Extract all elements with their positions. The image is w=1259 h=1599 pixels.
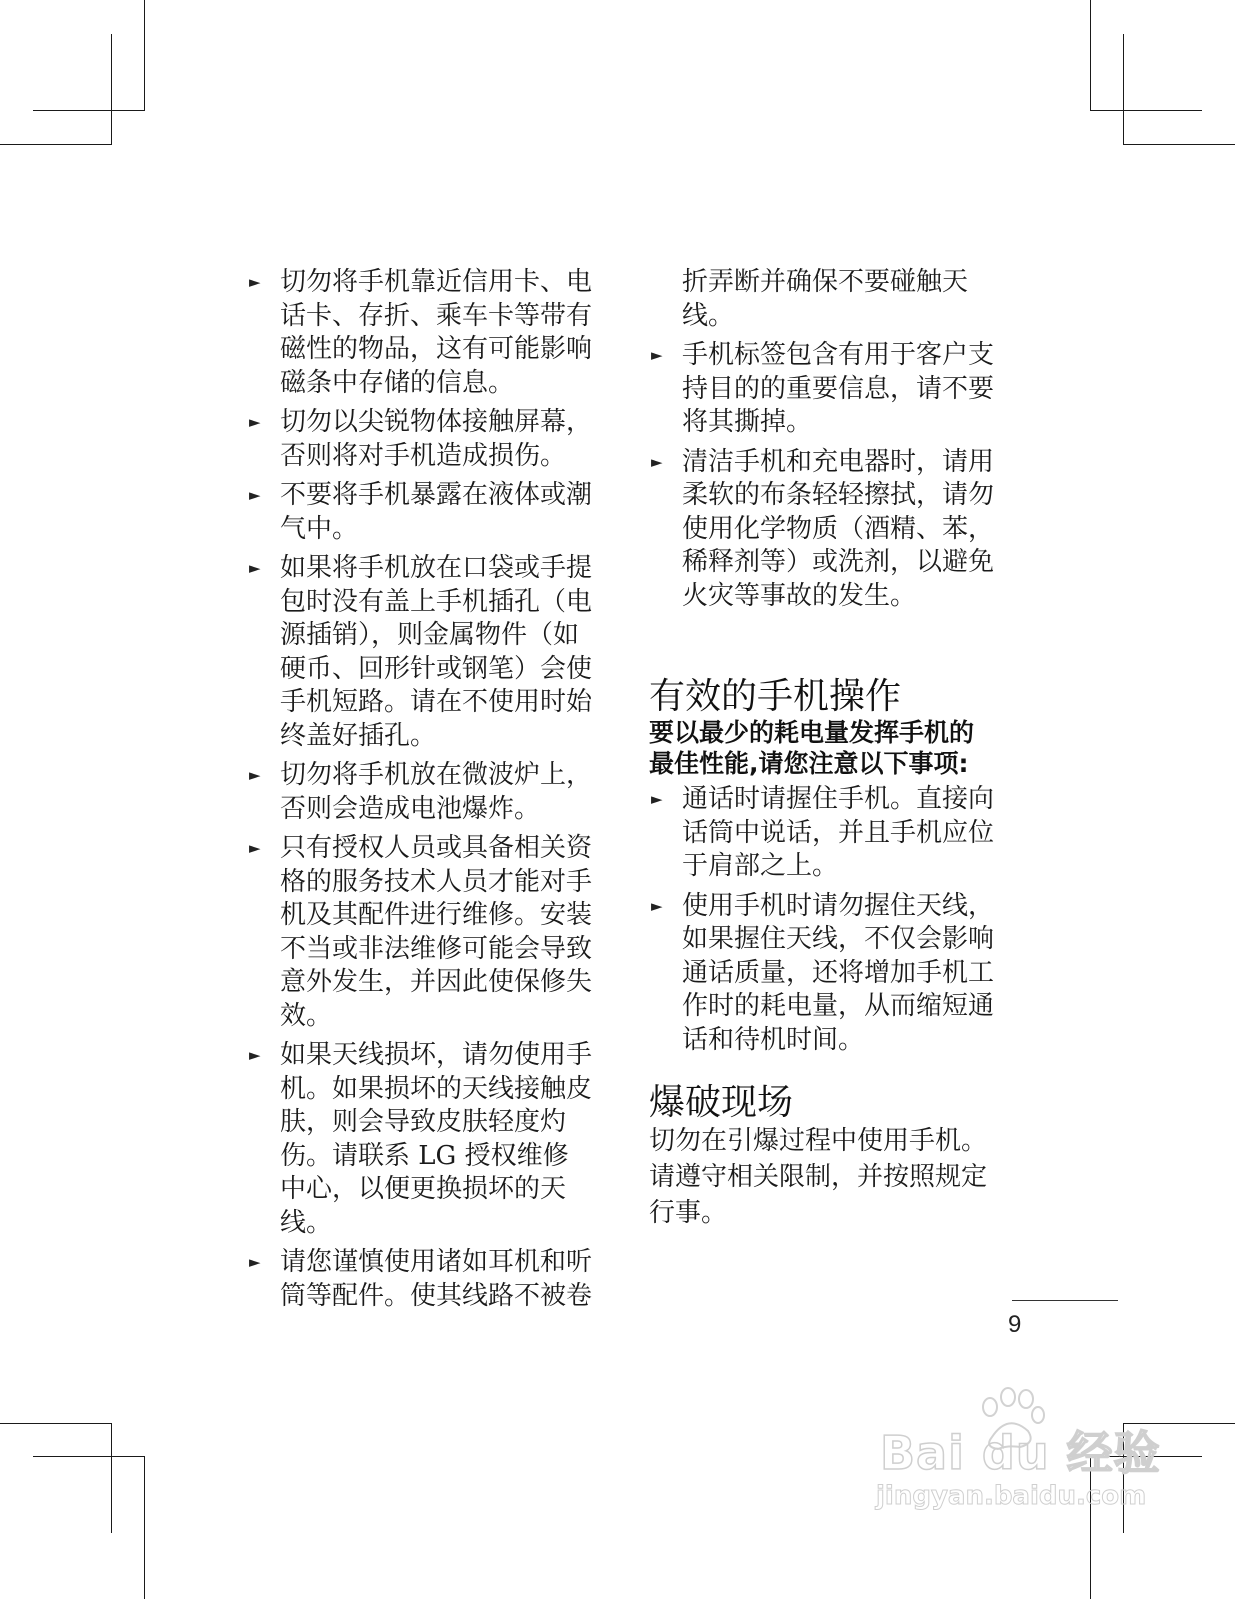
- crop-mark: [111, 1423, 112, 1533]
- list-item: ► 切勿将手机靠近信用卡、电话卡、存折、乘车卡等带有磁性的物品，这有可能影响磁条中存储的信息。: [249, 267, 593, 398]
- list-item: ► 手机标签包含有用于客户支持目的的重要信息，请不要将其撕掉。: [651, 340, 995, 437]
- crop-mark: [1090, 110, 1202, 111]
- list-item: ► 只有授权人员或具备相关资格的服务技术人员才能对手机及其配件进行维修。安装不当或非法维修可能会导致意外发生，并因此使保修失效。: [249, 833, 593, 1031]
- bullet-icon: ►: [651, 346, 663, 364]
- crop-mark: [1123, 144, 1235, 145]
- bullet-icon: ►: [651, 452, 663, 471]
- bullet-icon: ►: [651, 896, 663, 915]
- crop-mark: [111, 34, 112, 145]
- page-number: 9: [1008, 1311, 1022, 1338]
- crop-mark: [1123, 34, 1124, 145]
- left-column: [247, 266, 592, 1319]
- crop-mark: [0, 1423, 112, 1424]
- operation-list: [649, 783, 994, 1057]
- bullet-icon: ►: [249, 1046, 261, 1064]
- continued-text: 折弄断并确保不要碰触天线。: [682, 267, 969, 331]
- baidu-watermark: [870, 1385, 1160, 1525]
- crop-mark: [0, 144, 112, 145]
- bullet-icon: ►: [249, 839, 261, 857]
- crop-mark: [1090, 0, 1091, 111]
- watermark-brand: Bai du 经验: [880, 1426, 1161, 1480]
- bullet-icon: ►: [249, 766, 261, 784]
- page-number-rule: [1012, 1300, 1118, 1301]
- list-item: ► 切勿将手机放在微波炉上，否则会造成电池爆炸。: [249, 760, 593, 824]
- crop-mark: [144, 1456, 145, 1599]
- bullet-icon: ►: [249, 559, 261, 577]
- crop-mark: [33, 110, 145, 111]
- bullet-icon: ►: [249, 413, 261, 431]
- crop-mark: [33, 1456, 145, 1457]
- bullet-icon: ►: [249, 1253, 261, 1271]
- section-title: 有效的手机操作: [649, 676, 902, 717]
- list-item: ► 切勿以尖锐物体接触屏幕，否则将对手机造成损伤。: [249, 407, 593, 471]
- section-intro: 要以最少的耗电量发挥手机的最佳性能,请您注意以下事项:: [649, 718, 975, 778]
- precautions-list: [247, 266, 592, 1313]
- list-item: ► 通话时请握住手机。直接向话筒中说话，并且手机应位于肩部之上。: [651, 784, 995, 881]
- list-item: ► 如果天线损坏，请勿使用手机。如果损坏的天线接触皮肤，则会导致皮肤轻度灼伤。请联系 LG 授权维修中心，以便更换损坏的天线。: [249, 1040, 593, 1238]
- list-item: ► 如果将手机放在口袋或手提包时没有盖上手机插孔（电源插销），则金属物件（如硬币、回形针或钢笔）会使手机短路。请在不使用时始终盖好插孔。: [249, 553, 593, 751]
- section-text: 切勿在引爆过程中使用手机。请遵守相关限制，并按照规定行事。: [649, 1126, 988, 1228]
- precautions-list-continued: [649, 339, 994, 613]
- list-item: ► 不要将手机暴露在液体或潮气中。: [249, 480, 593, 544]
- watermark-url: jingyan.baidu.com: [876, 1481, 1147, 1511]
- crop-mark: [144, 0, 145, 111]
- list-item: ► 使用手机时请勿握住天线，如果握住天线，不仅会影响通话质量，还将增加手机工作时的耗电量，从而缩短通话和待机时间。: [651, 890, 995, 1055]
- bullet-icon: ►: [249, 486, 261, 504]
- list-item: ► 清洁手机和充电器时，请用柔软的布条轻轻擦拭，请勿使用化学物质（酒精、苯，稀释剂等）或洗剂，以避免火灾等事故的发生。: [651, 446, 995, 611]
- list-item: ► 请您谨慎使用诸如耳机和听筒等配件。使其线路不被卷: [249, 1247, 593, 1311]
- section-title: 爆破现场: [649, 1082, 794, 1123]
- right-column: [649, 266, 994, 1231]
- bullet-icon: ►: [249, 273, 261, 291]
- bullet-icon: ►: [651, 790, 663, 808]
